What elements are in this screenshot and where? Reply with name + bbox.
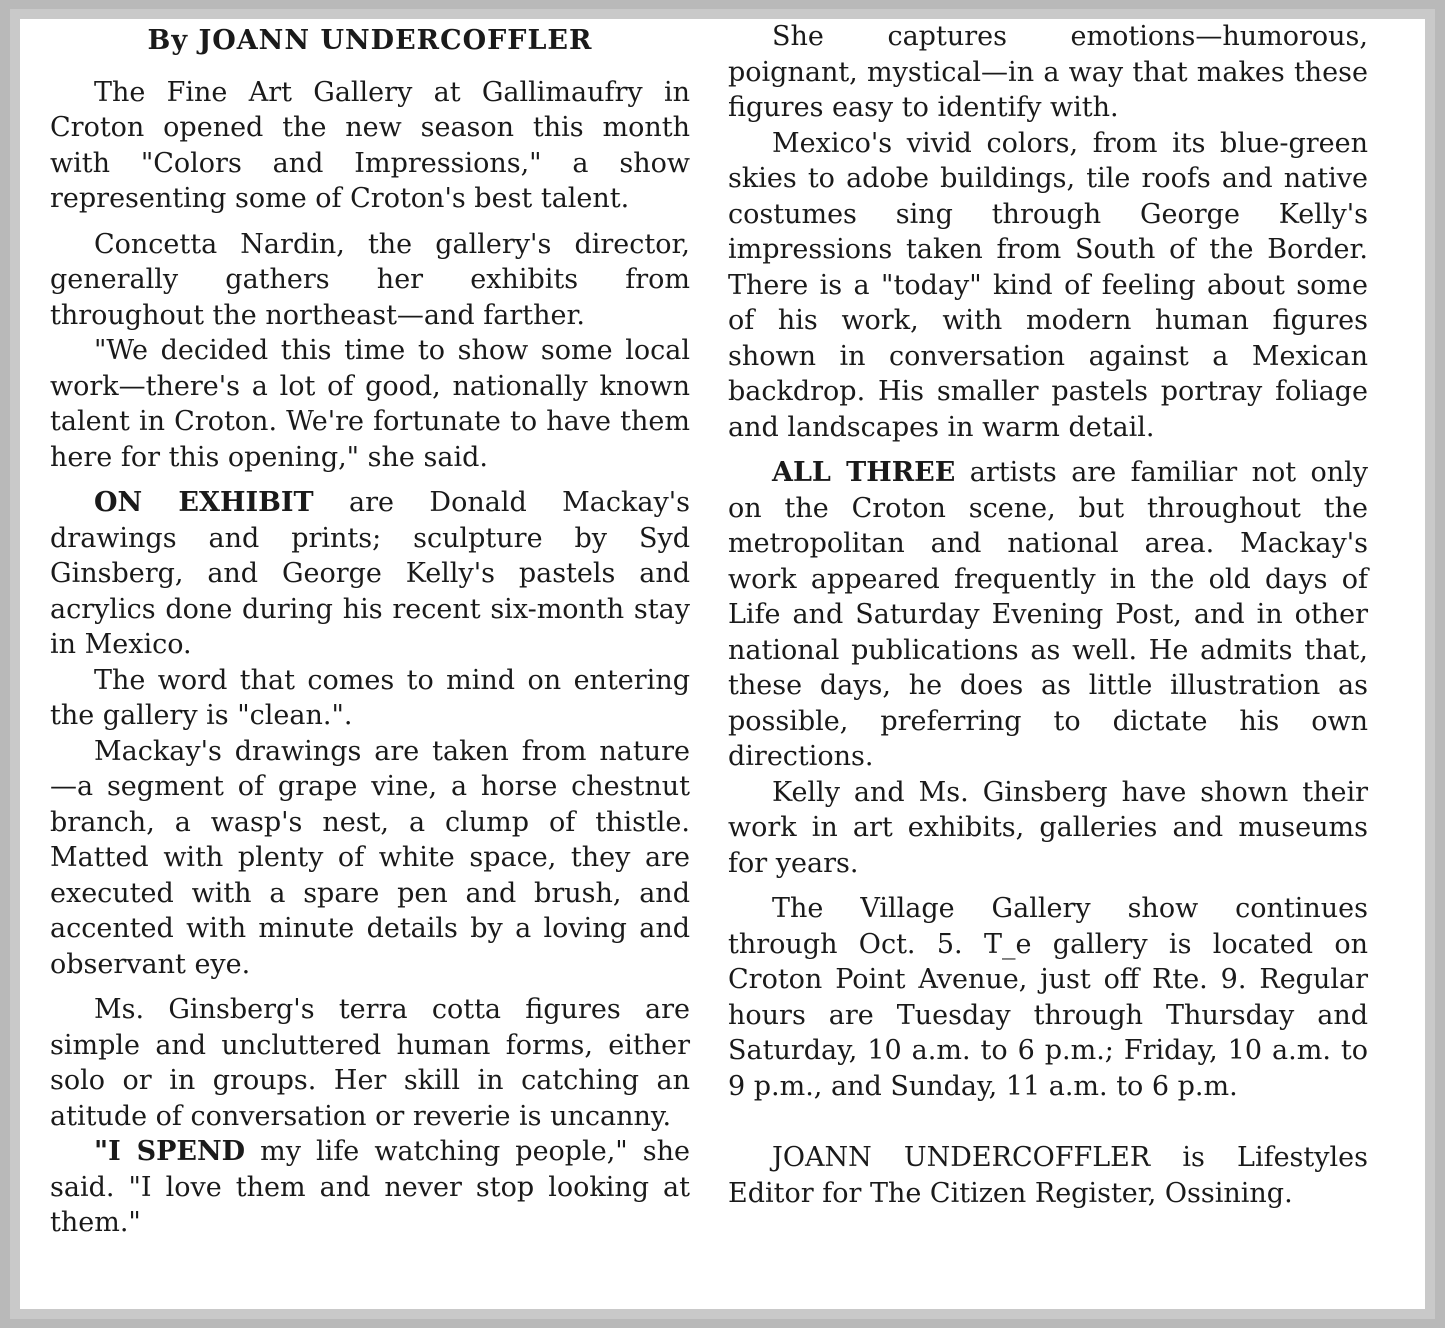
paragraph: ON EXHIBIT are Donald Mackay's drawings and prints; sculpture by Syd Ginsberg, and George Kelly's pastels and acrylics done during his recent six-month stay in Mexico. xyxy=(50,487,690,660)
subhead-lead: "I SPEND xyxy=(94,1136,246,1167)
paragraph: Concetta Nardin, the gallery's director, generally gathers her exhibits from throughout the northeast—and farther. xyxy=(50,228,690,331)
paragraph: Mackay's drawings are taken from nature—a segment of grape vine, a horse chestnut branch, a wasp's nest, a clump of thistle. Matted with plenty of white space, they are executed with a spare pen and brush, and accented with minute details by a loving and observant eye. xyxy=(50,735,690,980)
article-column-right xyxy=(728,19,1368,1211)
newspaper-clipping xyxy=(20,19,1425,1309)
paragraph: "I SPEND my life watching people," she said. "I love them and never stop looking at them." xyxy=(50,1136,690,1238)
paragraph: The Fine Art Gallery at Gallimaufry in Croton opened the new season this month with "Colors and Impressions," a show representing some of Croton's best talent. xyxy=(50,76,690,214)
paragraph: The Village Gallery show continues through Oct. 5. T_e gallery is located on Croton Point Avenue, just off Rte. 9. Regular hours are Tuesday through Thursday and Saturday, 10 a.m. to 6 p.m.; Friday, 10 a.m. to 9 p.m., and Sunday, 11 a.m. to 6 p.m. xyxy=(728,893,1368,1102)
paragraph: She captures emotions—humorous, poignant, mystical—in a way that makes these figures easy to identify with. xyxy=(728,21,1368,123)
paragraph: Kelly and Ms. Ginsberg have shown their work in art exhibits, galleries and museums for years. xyxy=(728,776,1368,879)
subhead-lead: ON EXHIBIT xyxy=(94,487,314,518)
paragraph: The word that comes to mind on entering the gallery is "clean.". xyxy=(50,664,690,731)
paragraph: Mexico's vivid colors, from its blue-green skies to adobe buildings, tile roofs and native costumes sing through George Kelly's impressions taken from South of the Border. There is a "today" kind of feeling about some of his work, with modern human figures shown in conversation against a Mexican backdrop. His smaller pastels portray foliage and landscapes in warm detail. xyxy=(728,127,1368,443)
paragraph: ALL THREE artists are familiar not only on the Croton scene, but throughout the metropolitan and national area. Mackay's work appeared frequently in the old days of Life and Saturday Evening Post, and in other national publications as well. He admits that, these days, he does as little illustration as possible, preferring to dictate his own directions. xyxy=(728,457,1368,772)
byline: By JOANN UNDERCOFFLER xyxy=(147,25,593,56)
paragraph: Ms. Ginsberg's terra cotta figures are simple and uncluttered human forms, either solo or in groups. Her skill in catching an atitude of conversation or reverie is uncanny. xyxy=(50,994,690,1132)
article-column-left xyxy=(50,19,690,1241)
paragraph: "We decided this time to show some local work—there's a lot of good, nationally known talent in Croton. We're fortunate to have them here for this opening," she said. xyxy=(50,335,690,473)
subhead-lead: ALL THREE xyxy=(772,457,956,488)
author-credit: JOANN UNDERCOFFLER is Lifestyles Editor for The Citizen Register, Ossining. xyxy=(728,1142,1368,1209)
